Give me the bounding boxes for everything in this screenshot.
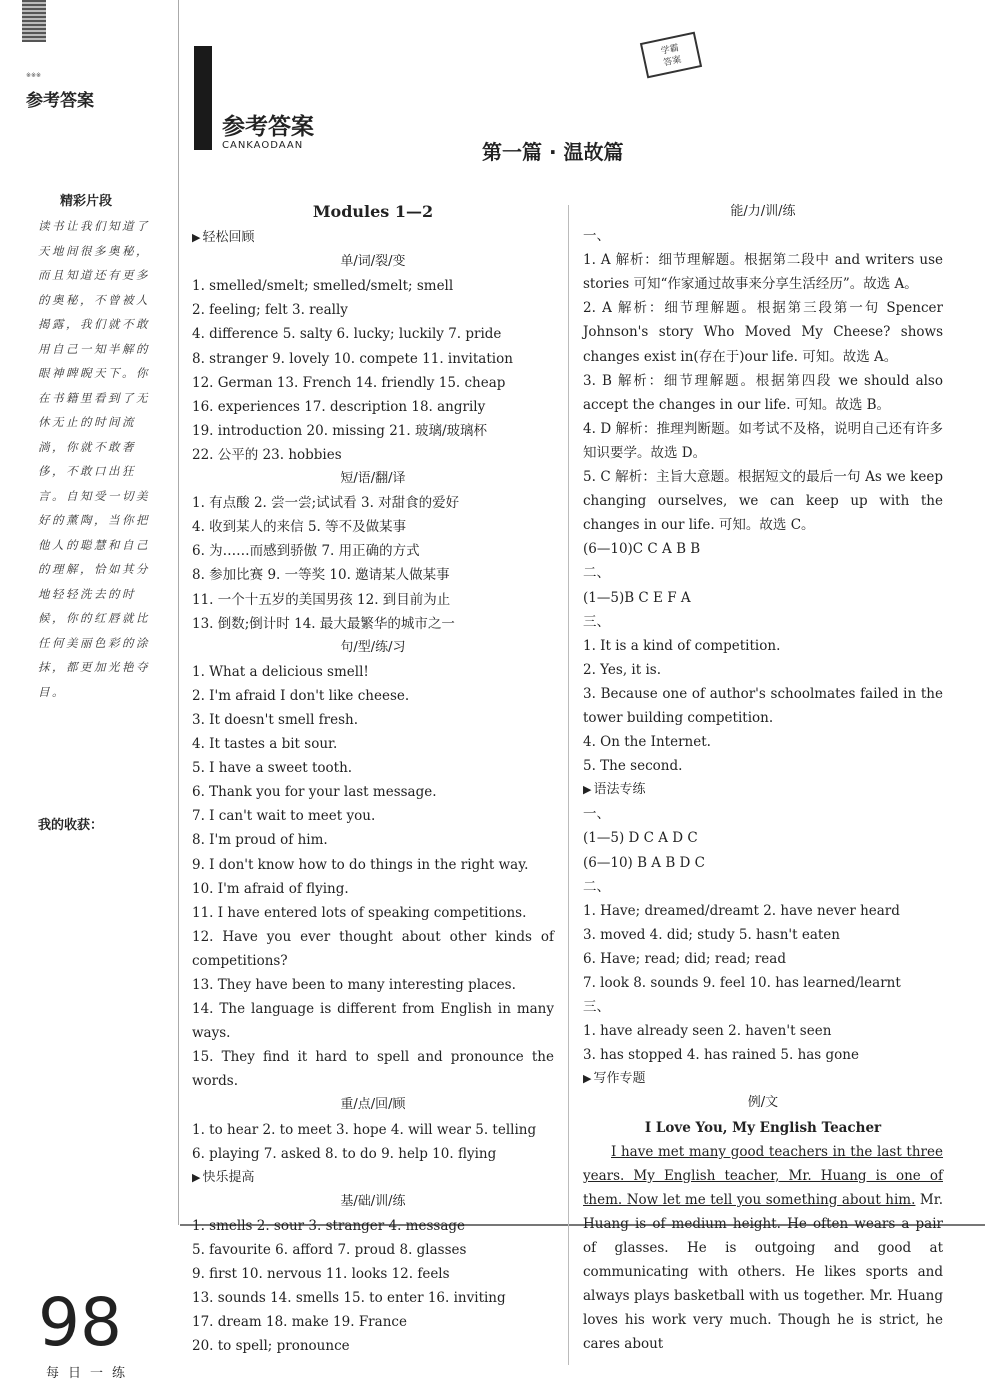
review-heading: ▶ 轻松回顾 — [192, 226, 554, 250]
essay-underlined: I have met many good teachers in the last three years. My English teacher, Mr. Huang is one of them. Now let me tell you something about him. — [583, 1143, 943, 1208]
sidebar-divider — [178, 0, 179, 1225]
answer-line: 2. Yes, it is. — [583, 661, 661, 678]
part-label: 一、 — [583, 806, 610, 823]
part-label: 三、 — [583, 613, 610, 630]
answer-line: 4. difference 5. salty 6. lucky; luckily 7. pride — [192, 326, 502, 343]
basic-heading: 基/础/训/练 — [340, 1193, 406, 1209]
answer-line: 4. D 解析：推理判断题。如考试不及格，说明自己还有许多知识要学。故选 D。 — [583, 420, 943, 461]
answer-line: 12. Have you ever thought about other kinds of competitions? — [192, 928, 554, 969]
answer-line: 14. The language is different from English in many ways. — [192, 1001, 554, 1042]
essay-body — [583, 1140, 943, 1357]
column-divider — [568, 205, 569, 1365]
answer-line: 6. 为……而感到骄傲 7. 用正确的方式 — [192, 543, 420, 560]
answer-line: (1—5)B C E F A — [583, 589, 691, 606]
answer-column-2 — [583, 200, 943, 1357]
answer-line: 13. 倒数;倒计时 14. 最大最繁华的城市之一 — [192, 615, 455, 632]
answer-line: 7. I can't wait to meet you. — [192, 808, 376, 825]
triangle-icon: ▶ — [583, 783, 592, 797]
answer-line: 3. has stopped 4. has rained 5. has gone — [583, 1047, 859, 1064]
answer-line: 13. sounds 14. smells 15. to enter 16. inviting — [192, 1290, 506, 1307]
ability-heading: 能/力/训/练 — [730, 204, 796, 219]
essay-rest: Mr. Huang is of medium height. He often wears a pair of glasses. He is outgoing and good at communicating with others. He likes sports and always plays basketball with us together. Mr. Huang loves his work very much. Though he is strict, he cares about — [583, 1191, 943, 1353]
answer-line: 1. It is a kind of competition. — [583, 637, 781, 654]
answer-line: 16. experiences 17. description 18. angrily — [192, 398, 486, 415]
answer-line: 9. first 10. nervous 11. looks 12. feels — [192, 1266, 450, 1283]
keypoint-heading: 重/点/回/顾 — [340, 1097, 406, 1113]
answer-line: 1. to hear 2. to meet 3. hope 4. will wear 5. telling — [192, 1121, 537, 1138]
jingcai-text: 读书让我们知道了天地间很多奥秘，而且知道还有更多的奥秘，不曾被人揭露，我们就不敢用自己一知半解的眼神睥睨天下。你在书籍里看到了无休无止的时间流淌，你就不敢奢侈，不敢口出狂言。自知受一切美好的薰陶，当你把他人的聪慧和自己的理解，恰如其分地轻轻洗去的时候，你的红唇就比任何美丽色彩的涂抹，都更加光艳夺目。 — [38, 219, 150, 699]
improve-heading: ▶ 快乐提高 — [192, 1166, 554, 1190]
answer-line: 4. On the Internet. — [583, 734, 711, 751]
answer-line: 17. dream 18. make 19. France — [192, 1314, 407, 1331]
header-accent-bar — [194, 46, 212, 150]
answer-stamp-icon — [636, 30, 706, 80]
answer-line: 3. B 解析：细节理解题。根据第四段 we should also accept the changes in our life. 可知。故选 B。 — [583, 372, 943, 413]
header-pinyin: CANKAODAAN — [222, 140, 304, 151]
triangle-icon: ▶ — [192, 1170, 201, 1184]
answer-line: 8. 参加比赛 9. 一等奖 10. 邀请某人做某事 — [192, 567, 450, 584]
answer-line: 20. to spell; pronounce — [192, 1338, 350, 1355]
part-label: 一、 — [583, 228, 610, 245]
answer-line: (6—10) B A B D C — [583, 854, 706, 871]
answer-line: 4. It tastes a bit sour. — [192, 736, 338, 753]
vocab-list — [192, 274, 554, 467]
stamp-line-2: 答案 — [662, 55, 683, 69]
page-subtitle: 每日一练 — [46, 1366, 135, 1381]
answer-line: 5. C 解析：主旨大意题。根据短文的最后一句 As we keep changing ourselves, we can keep up with the changes in our life. 可知。故选 C。 — [583, 469, 943, 534]
answer-line: 2. I'm afraid I don't like cheese. — [192, 687, 410, 704]
answer-line: 3. Because one of author's schoolmates failed in the tower building competition. — [583, 685, 943, 726]
phrase-heading: 短/语/翻/译 — [340, 471, 406, 487]
writing-heading: ▶ 写作专题 — [583, 1067, 943, 1091]
answer-line: 4. 收到某人的来信 5. 等不及做某事 — [192, 519, 407, 536]
answer-line: (1—5) D C A D C — [583, 830, 698, 847]
sentence-list — [192, 660, 554, 1094]
answer-line: 5. The second. — [583, 758, 683, 775]
page-number: 98 — [38, 1284, 122, 1361]
jingcai-title: 精彩片段 — [60, 194, 113, 209]
answer-line: 10. I'm afraid of flying. — [192, 880, 349, 897]
answer-line: 3. It doesn't smell fresh. — [192, 711, 359, 728]
harvest-label: 我的收获： — [38, 818, 104, 833]
answer-column-1 — [192, 200, 554, 1359]
sample-heading: 例/文 — [747, 1095, 779, 1111]
answer-line: 8. I'm proud of him. — [192, 832, 328, 849]
answer-line: 2. A 解析：细节理解题。根据第三段第一句 Spencer Johnson's story Who Moved My Cheese? shows changes exist in(存在于)our life. 可知。故选 A。 — [583, 300, 943, 365]
answer-line: 13. They have been to many interesting places. — [192, 977, 516, 993]
answer-line: 1. What a delicious smell! — [192, 663, 369, 680]
answer-line: 6. Have; read; did; read; read — [583, 950, 786, 967]
sentence-heading: 句/型/练/习 — [340, 639, 406, 655]
header-title: 参考答案 — [222, 114, 314, 140]
basic-list — [192, 1214, 554, 1359]
section-title: 第一篇 · 温故篇 — [482, 140, 624, 164]
answer-line: 19. introduction 20. missing 21. 玻璃/玻璃杯 — [192, 422, 488, 439]
vocab-heading: 单/词/裂/变 — [340, 254, 406, 270]
answer-line: 1. smelled/smelt; smelled/smelt; smell — [192, 278, 454, 295]
answer-line: 5. favourite 6. afford 7. proud 8. glasses — [192, 1242, 467, 1259]
answer-line: 11. I have entered lots of speaking competitions. — [192, 904, 527, 921]
answer-line: 1. Have; dreamed/dreamt 2. have never heard — [583, 902, 900, 919]
answer-line: 1. smells 2. sour 3. stranger 4. message — [192, 1217, 466, 1234]
corner-decoration — [22, 0, 46, 42]
sidebar-small-label: ※※※ — [26, 72, 42, 79]
answer-line: 3. moved 4. did; study 5. hasn't eaten — [583, 926, 840, 943]
answer-line: 7. look 8. sounds 9. feel 10. has learned/learnt — [583, 975, 901, 991]
part-label: 三、 — [583, 999, 610, 1016]
answer-line: 1. have already seen 2. haven't seen — [583, 1023, 832, 1040]
answer-line: 22. 公平的 23. hobbies — [192, 446, 342, 463]
answer-line: 1. A 解析：细节理解题。根据第二段中 and writers use stories 可知“作家通过故事来分享生活经历”。故选 A。 — [583, 252, 943, 293]
stamp-line-1: 学霸 — [660, 43, 680, 57]
answer-line: 11. 一个十五岁的美国男孩 12. 到目前为止 — [192, 591, 451, 608]
answer-line: 6. Thank you for your last message. — [192, 784, 437, 801]
answer-line: 2. feeling; felt 3. really — [192, 302, 348, 319]
sidebar-title: 参考答案 — [26, 91, 94, 111]
answer-line: (6—10)C C A B B — [583, 541, 701, 558]
answer-line: 8. stranger 9. lovely 10. compete 11. invitation — [192, 350, 513, 367]
part-label: 二、 — [583, 565, 610, 582]
essay-title: I Love You, My English Teacher — [644, 1119, 882, 1136]
answer-line: 6. playing 7. asked 8. to do 9. help 10. flying — [192, 1145, 497, 1162]
part-label: 二、 — [583, 878, 610, 895]
answer-line: 12. German 13. French 14. friendly 15. cheap — [192, 374, 506, 391]
answer-line: 1. 有点酸 2. 尝一尝;试试看 3. 对甜食的爱好 — [192, 495, 460, 512]
phrase-list — [192, 491, 554, 636]
triangle-icon: ▶ — [583, 1072, 592, 1086]
left-sidebar — [0, 0, 180, 1399]
grammar-heading: ▶ 语法专练 — [583, 778, 943, 802]
triangle-icon: ▶ — [192, 231, 201, 245]
answer-line: 15. They find it hard to spell and pronounce the words. — [192, 1049, 554, 1090]
module-title: Modules 1—2 — [312, 202, 434, 221]
answer-line: 5. I have a sweet tooth. — [192, 760, 353, 777]
answer-line: 9. I don't know how to do things in the right way. — [192, 856, 529, 873]
